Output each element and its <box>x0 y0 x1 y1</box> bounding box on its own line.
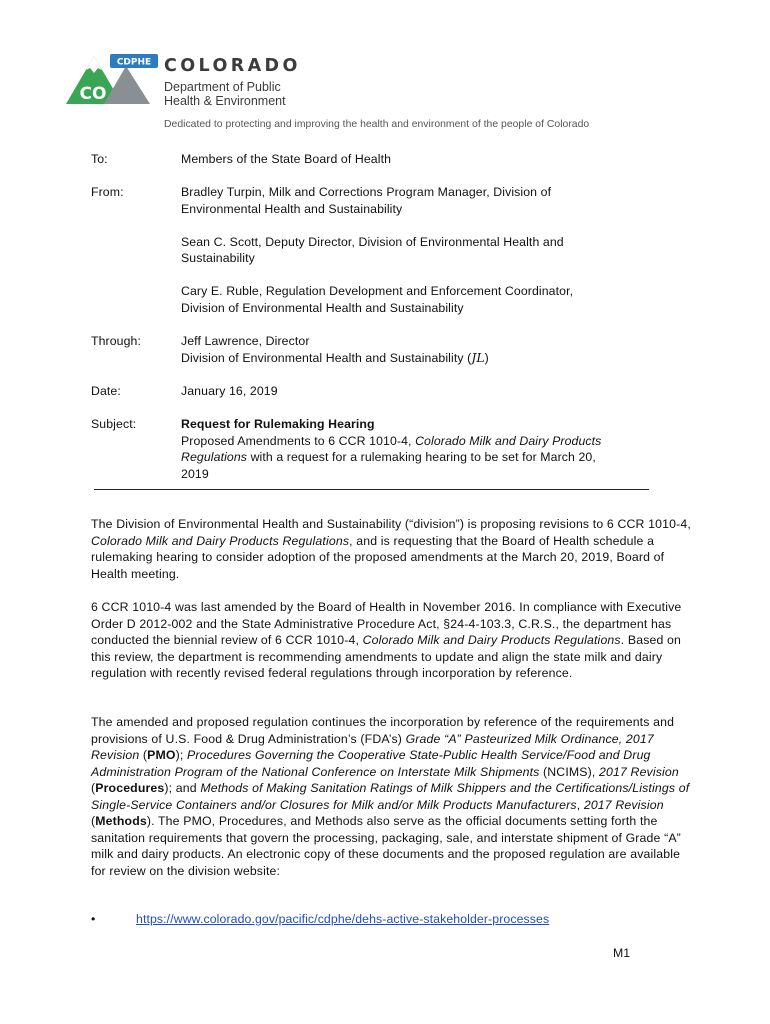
p3-f: Procedures Governing the Cooperative State-Public Health Service/Food and Drug Administration Program of the National Conference on Interstate Milk Shipments <box>91 748 651 779</box>
from-1b: Environmental Health and Sustainability <box>181 201 403 216</box>
through-label: Through: <box>91 334 142 348</box>
from-label: From: <box>91 185 124 199</box>
subject-values <box>181 416 661 482</box>
p3-o: ( <box>91 814 96 828</box>
from-2b: Sustainability <box>181 251 255 265</box>
tagline: Dedicated to protecting and improving the health and environment of the people of Colorado <box>164 119 590 130</box>
p2-a: 6 CCR 1010-4 was last amended by the Board of Health in November 2016. In compliance with Executive Order D 2012-002 and the State Administrative Procedure Act, §24-4-103.3, C.R.S., the department has conducted the biennial review of 6 CCR 1010-4, <box>91 600 682 647</box>
org-name: COLORADO <box>164 56 301 76</box>
p3-h: 2017 Revision <box>599 764 679 779</box>
p1-a: The Division of Environmental Health and Sustainability (“division”) is proposing revisions to 6 CCR 1010-4, <box>91 517 691 531</box>
p3-i: ( <box>91 781 96 795</box>
date-label: Date: <box>91 384 121 398</box>
p2-c: . Based on this review, the department is recommending amendments to update and align the state milk and dairy regulation with recently revised federal regulations through incorporation by reference. <box>91 633 682 680</box>
p3-d: PMO <box>147 748 176 762</box>
from-3b: Division of Environmental Health and Sustainability <box>181 300 464 315</box>
subject-l2b: Colorado Milk and Dairy Products <box>415 433 602 448</box>
initials-signature: JL <box>471 350 485 365</box>
logo-co-text: CO <box>79 84 107 104</box>
logo-badge-text: CDPHE <box>116 57 152 68</box>
p3-j: Procedures <box>95 781 165 795</box>
through-2-end: ) <box>484 350 489 365</box>
p3-g: (NCIMS), <box>539 764 600 779</box>
subject-label: Subject: <box>91 417 137 431</box>
from-values <box>181 184 661 316</box>
p3-k: ); and <box>164 781 201 795</box>
from-3a: Cary E. Ruble, Regulation Development and Enforcement Coordinator, <box>181 284 574 298</box>
p3-e: ); <box>175 748 188 762</box>
p3-b: Grade “A” Pasteurized Milk Ordinance, 2017 Revision <box>91 731 654 762</box>
paragraph-1 <box>91 516 691 582</box>
p1-c: , and is requesting that the Board of Health schedule a rulemaking hearing to consider adoption of the proposed amendments at the March 20, 2019, Board of Health meeting. <box>91 533 665 581</box>
subject-l3b: with a request for a rulemaking hearing to be set for March 20, <box>247 450 596 464</box>
dept-line-2: Health & Environment <box>164 94 286 108</box>
subject-l2a: Proposed Amendments to 6 CCR 1010-4, <box>181 433 416 448</box>
paragraph-3 <box>91 714 691 879</box>
p3-n: 2017 Revision <box>583 797 664 812</box>
date-value: January 16, 2019 <box>181 384 278 398</box>
through-1: Jeff Lawrence, Director <box>181 334 310 348</box>
dept-line-1: Department of Public <box>164 80 281 94</box>
from-2a: Sean C. Scott, Deputy Director, Division of Environmental Health and <box>181 234 564 249</box>
to-value: Members of the State Board of Health <box>181 152 392 166</box>
org-block <box>164 56 301 108</box>
p3-p: Methods <box>95 814 147 828</box>
through-2 <box>181 350 661 367</box>
p3-c: ( <box>139 748 148 762</box>
subject-line-3 <box>181 449 661 466</box>
through-values <box>181 333 661 366</box>
division-website-link[interactable]: https://www.colorado.gov/pacific/cdphe/dehs-active-stakeholder-processes <box>136 912 550 926</box>
bullet: • <box>91 912 96 926</box>
through-2-text: Division of Environmental Health and Sustainability ( <box>181 350 472 365</box>
cdphe-logo <box>66 52 162 110</box>
page-number: M1 <box>613 946 631 960</box>
header-divider <box>94 489 649 490</box>
p3-m: , <box>576 797 584 812</box>
p3-l: Methods of Making Sanitation Ratings of Milk Shippers and the Certifications/Listings of Single-Service Containers and/or Closures for Milk and/or Milk Products Manufacturers <box>91 781 690 812</box>
p3-q: ). The PMO, Procedures, and Methods also serve as the official documents setting forth the sanitation requirements that govern the processing, packaging, sale, and interstate shipment of Grade “A” milk and dairy products. An electronic copy of these documents and the proposed regulation are available for review on the division website: <box>91 814 681 878</box>
subject-line-2 <box>181 433 661 450</box>
subject-line-4: 2019 <box>181 466 209 481</box>
p3-a: The amended and proposed regulation continues the incorporation by reference of the requirements and provisions of U.S. Food & Drug Administration’s (FDA’s) <box>91 715 675 746</box>
subject-l3a: Regulations <box>181 450 248 464</box>
paragraph-2 <box>91 599 691 682</box>
from-1a: Bradley Turpin, Milk and Corrections Program Manager, Division of <box>181 185 552 199</box>
to-label: To: <box>91 152 108 166</box>
subject-title: Request for Rulemaking Hearing <box>181 417 375 431</box>
p2-b: Colorado Milk and Dairy Products Regulations <box>362 633 621 647</box>
p1-b: Colorado Milk and Dairy Products Regulations <box>91 533 350 548</box>
